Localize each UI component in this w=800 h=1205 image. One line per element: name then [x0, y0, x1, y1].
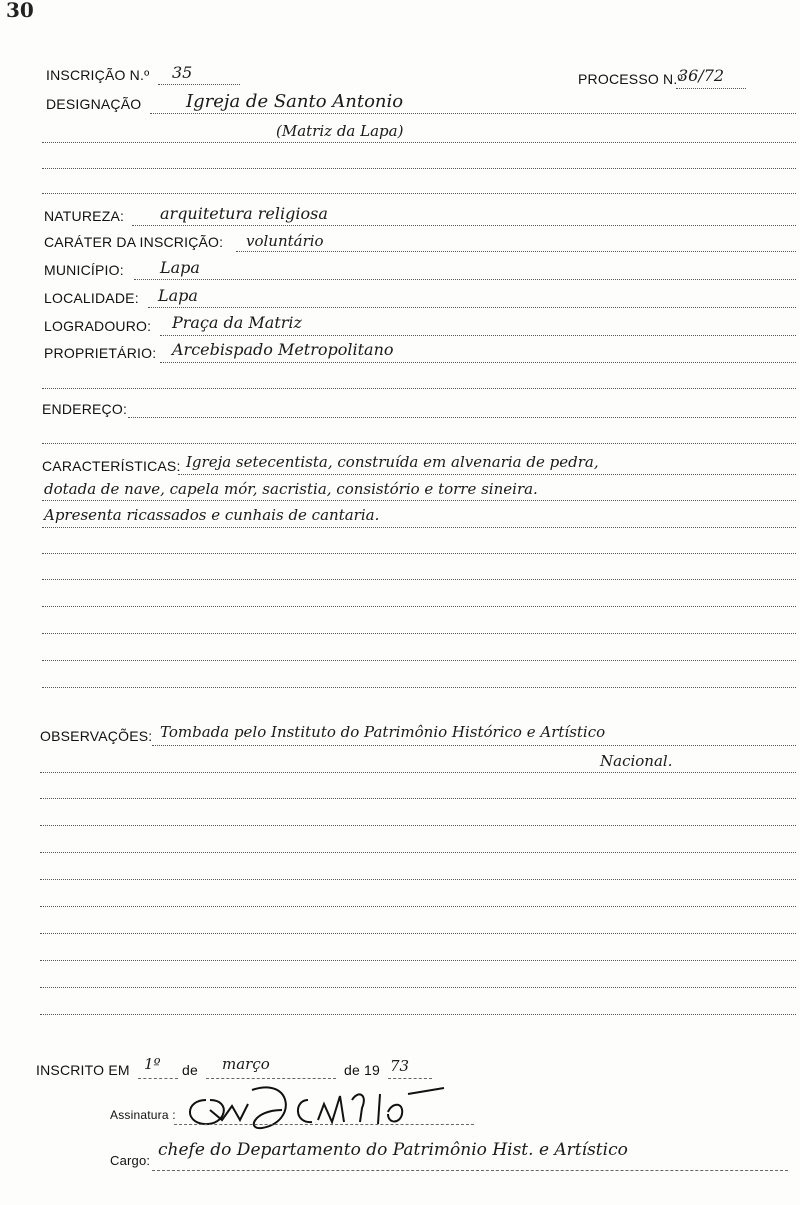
caracteristicas-rule-5 [42, 579, 796, 580]
observacoes-rule-11 [40, 1014, 796, 1015]
caracteristicas-rule-8 [42, 660, 796, 661]
inscrito-de-2: de 19 [344, 1062, 381, 1078]
observacoes-rule-4 [40, 825, 796, 826]
municipio-value: Lapa [160, 258, 200, 277]
caracteristicas-rule-4 [42, 553, 796, 554]
cargo-rule [152, 1170, 788, 1171]
carater-label: CARÁTER DA INSCRIÇÃO: [44, 234, 224, 250]
carater-rule [236, 251, 796, 252]
observacoes-rule-7 [40, 906, 796, 907]
processo-value: 36/72 [678, 66, 725, 85]
inscrito-year: 73 [390, 1057, 410, 1075]
designacao-rule-3 [42, 168, 796, 169]
designacao-label: DESIGNAÇÃO [46, 96, 142, 112]
processo-rule [676, 88, 746, 89]
natureza-rule [132, 225, 796, 226]
localidade-label: LOCALIDADE: [44, 290, 139, 306]
inscricao-label: INSCRIÇÃO N.º [46, 67, 150, 83]
observacoes-line-2: Nacional. [600, 752, 673, 770]
carater-value: voluntário [246, 232, 324, 250]
inscrito-day: 1º [144, 1055, 161, 1073]
localidade-rule [148, 307, 796, 308]
logradouro-rule [160, 335, 796, 336]
endereco-rule-2 [42, 443, 796, 444]
assinatura-rule [174, 1124, 474, 1125]
processo-label: PROCESSO N.º [578, 71, 683, 87]
caracteristicas-line-3: Apresenta ricassados e cunhais de cantaria. [44, 506, 380, 524]
natureza-label: NATUREZA: [44, 208, 125, 224]
observacoes-rule-8 [40, 933, 796, 934]
signature-mark [182, 1070, 472, 1132]
logradouro-label: LOGRADOURO: [44, 318, 152, 334]
observacoes-rule-10 [40, 987, 796, 988]
assinatura-label: Assinatura : [110, 1108, 176, 1122]
inscrito-label: INSCRITO EM [36, 1062, 130, 1078]
observacoes-rule-1 [152, 745, 796, 746]
designacao-line-1: Igreja de Santo Antonio [186, 91, 404, 112]
natureza-value: arquitetura religiosa [160, 204, 328, 223]
proprietario-label: PROPRIETÁRIO: [44, 345, 157, 361]
caracteristicas-rule-6 [42, 606, 796, 607]
proprietario-rule-2 [42, 388, 796, 389]
designacao-line-2: (Matriz da Lapa) [276, 122, 404, 140]
caracteristicas-rule-9 [42, 687, 796, 688]
page-number: 30 [6, 0, 34, 22]
observacoes-label: OBSERVAÇÕES: [40, 728, 153, 744]
inscrito-day-rule [138, 1078, 178, 1079]
observacoes-rule-2 [40, 772, 796, 773]
designacao-rule-2 [42, 142, 796, 143]
municipio-label: MUNICÍPIO: [44, 262, 124, 278]
caracteristicas-line-1: Igreja setecentista, construída em alvenaria de pedra, [186, 453, 599, 471]
municipio-rule [134, 279, 796, 280]
caracteristicas-rule-3 [42, 527, 796, 528]
endereco-label: ENDEREÇO: [42, 401, 128, 417]
observacoes-line-1: Tombada pelo Instituto do Patrimônio Histórico e Artístico [160, 723, 606, 741]
inscricao-rule [158, 84, 240, 85]
observacoes-rule-5 [40, 852, 796, 853]
caracteristicas-rule-7 [42, 633, 796, 634]
caracteristicas-line-2: dotada de nave, capela mór, sacristia, consistório e torre sineira. [44, 480, 538, 498]
inscricao-value: 35 [172, 63, 193, 82]
proprietario-rule-1 [160, 362, 796, 363]
endereco-rule-1 [128, 417, 796, 418]
localidade-value: Lapa [158, 286, 198, 305]
cargo-value: chefe do Departamento do Patrimônio Hist. e Artístico [158, 1140, 628, 1160]
caracteristicas-label: CARACTERÍSTICAS: [42, 458, 181, 474]
designacao-rule-1 [150, 113, 796, 114]
inscrito-de-1: de [182, 1062, 198, 1078]
caracteristicas-rule-2 [42, 500, 796, 501]
observacoes-rule-9 [40, 960, 796, 961]
observacoes-rule-6 [40, 879, 796, 880]
cargo-label: Cargo: [110, 1153, 151, 1168]
observacoes-rule-3 [40, 798, 796, 799]
inscrito-month: março [222, 1055, 270, 1073]
caracteristicas-rule-1 [178, 474, 796, 475]
proprietario-value: Arcebispado Metropolitano [172, 340, 394, 359]
logradouro-value: Praça da Matriz [172, 313, 302, 332]
designacao-rule-4 [42, 193, 796, 194]
